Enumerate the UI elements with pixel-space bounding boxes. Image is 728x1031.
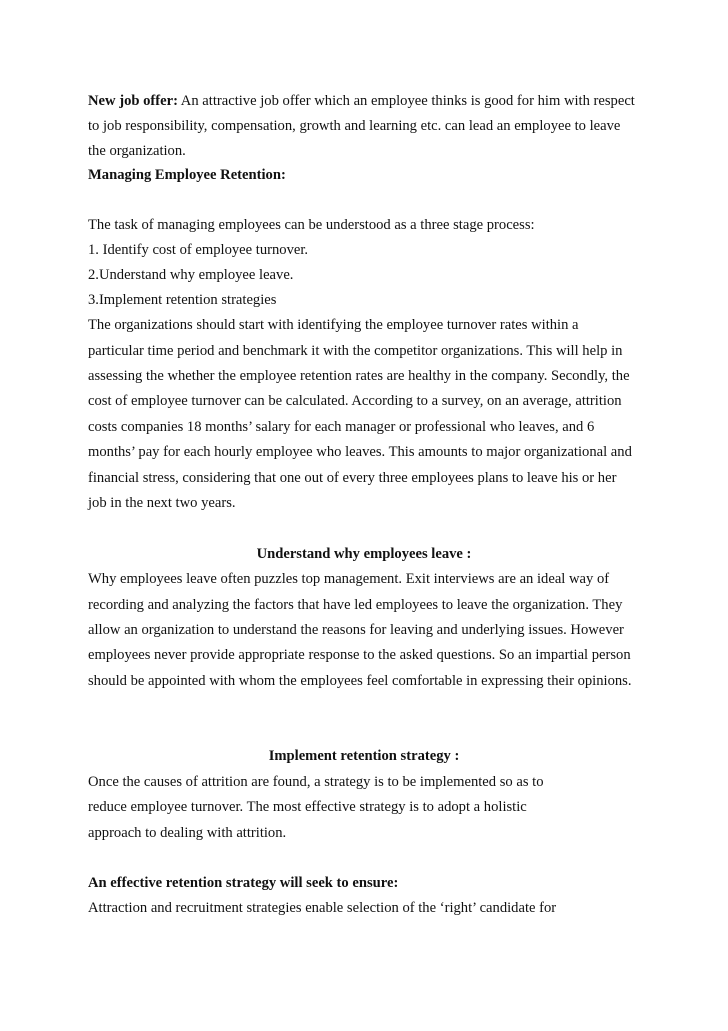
managing-retention-heading: Managing Employee Retention: xyxy=(88,167,286,183)
effective-line: Attraction and recruitment strategies enable selection of the ‘right’ candidate for xyxy=(88,900,557,916)
understand-line: Why employees leave often puzzles top management. Exit interviews are an ideal way of xyxy=(88,571,610,587)
understand-line: should be appointed with whom the employees feel comfortable in expressing their opinions. xyxy=(88,673,632,689)
effective-strategy-heading: An effective retention strategy will seek to ensure: xyxy=(88,875,399,891)
understand-heading: Understand why employees leave : xyxy=(256,546,472,562)
intro-line-3: the organization. xyxy=(88,143,186,159)
implement-line: Once the causes of attrition are found, a strategy is to be implemented so as to xyxy=(88,774,544,790)
intro-line-2: to job responsibility, compensation, growth and learning etc. can lead an employee to leave xyxy=(88,118,621,134)
implement-line: approach to dealing with attrition. xyxy=(88,825,287,841)
retention-line: costs companies 18 months’ salary for each manager or professional who leaves, and 6 xyxy=(88,419,595,435)
retention-line: job in the next two years. xyxy=(88,495,236,511)
retention-line: The organizations should start with identifying the employee turnover rates within a xyxy=(88,317,579,333)
understand-line: recording and analyzing the factors that have led employees to leave the organization. They xyxy=(88,597,623,613)
retention-line: The task of managing employees can be understood as a three stage process: xyxy=(88,217,535,233)
understand-line: allow an organization to understand the reasons for leaving and underlying issues. However xyxy=(88,622,624,638)
implement-line: reduce employee turnover. The most effective strategy is to adopt a holistic xyxy=(88,799,527,815)
retention-line: 3.Implement retention strategies xyxy=(88,292,277,308)
new-job-offer-label: New job offer: xyxy=(88,93,178,109)
retention-line: financial stress, considering that one out of every three employees plans to leave his or her xyxy=(88,470,617,486)
intro-text-1: An attractive job offer which an employee thinks is good for him with respect xyxy=(177,93,635,109)
retention-line: months’ pay for each hourly employee who leaves. This amounts to major organizational and xyxy=(88,444,632,460)
retention-line: cost of employee turnover can be calculated. According to a survey, on an average, attrition xyxy=(88,393,622,409)
retention-line: 2.Understand why employee leave. xyxy=(88,267,294,283)
retention-line: assessing the whether the employee retention rates are healthy in the company. Secondly, the xyxy=(88,368,630,384)
implement-heading: Implement retention strategy : xyxy=(268,748,460,764)
retention-line: 1. Identify cost of employee turnover. xyxy=(88,242,309,258)
retention-line: particular time period and benchmark it with the competitor organizations. This will help in xyxy=(88,343,623,359)
understand-line: employees never provide appropriate response to the asked questions. So an impartial person xyxy=(88,647,631,663)
intro-line-1 xyxy=(88,92,635,110)
